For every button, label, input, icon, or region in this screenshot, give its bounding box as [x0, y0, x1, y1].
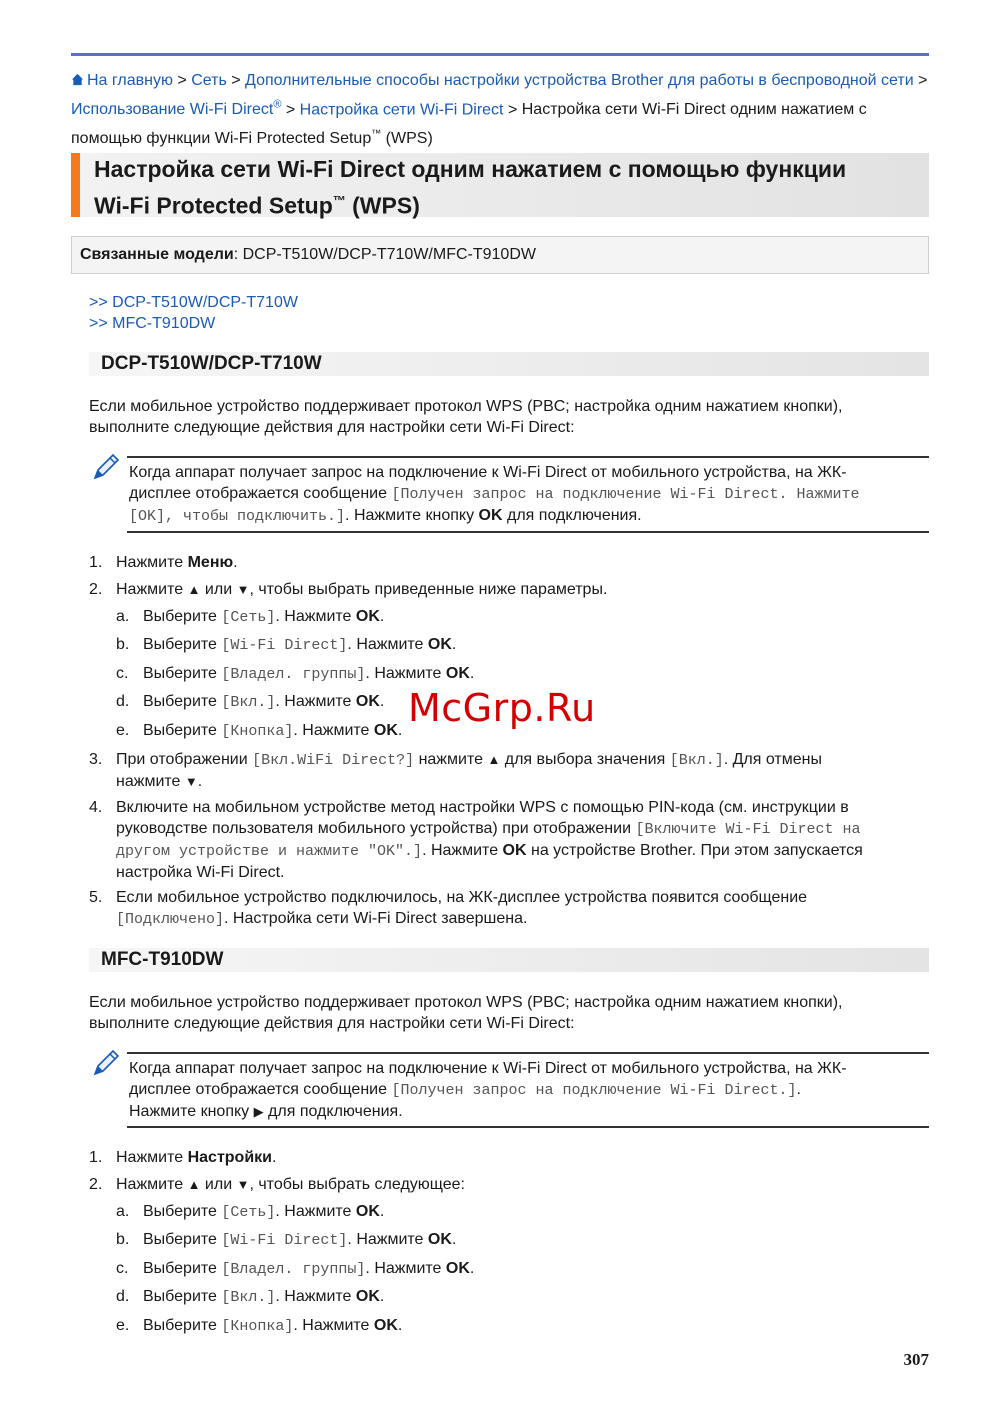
title-accent-bar [71, 153, 80, 217]
breadcrumb-sep: > [231, 72, 241, 89]
note-text: Когда аппарат получает запрос на подключение к Wi-Fi Direct от мобильного устройства, на ЖК- дисплее отображается сообщение [Получен запрос на подключение Wi-Fi Direct. Нажмите [OK], чтобы подключить.]. Нажмите кнопку OK для подключения. [129, 464, 860, 525]
breadcrumb-current: Настройка сети Wi-Fi Direct одним нажатием с помощью функции Wi-Fi Protected Setup™ (WPS) [71, 101, 867, 147]
related-models-value: : DCP-T510W/DCP-T710W/MFC-T910DW [233, 246, 536, 263]
note-text: Когда аппарат получает запрос на подключение к Wi-Fi Direct от мобильного устройства, на ЖК- дисплее отображается сообщение [Получен запрос на подключение Wi-Fi Direct.]. Нажмите кнопку ▶ для подключения. [129, 1060, 847, 1120]
note-top-rule [127, 456, 929, 458]
jump-links [89, 292, 298, 334]
page-number: 307 [903, 1350, 929, 1369]
section-intro-dcp: Если мобильное устройство поддерживает протокол WPS (PBC; настройка одним нажатием кнопки), выполните следующие действия для настройки сети Wi-Fi Direct: [89, 398, 843, 436]
section-heading-mfc: MFC-T910DW [89, 948, 929, 972]
breadcrumb-sep: > [177, 72, 187, 89]
note-bottom-rule [127, 1126, 929, 1128]
page-title-box [71, 153, 929, 217]
watermark: McGrp.Ru [408, 686, 596, 730]
section-intro-mfc: Если мобильное устройство поддерживает протокол WPS (PBC; настройка одним нажатием кнопки), выполните следующие действия для настройки сети Wi-Fi Direct: [89, 994, 843, 1032]
jump-link-dcp[interactable]: >> DCP-T510W/DCP-T710W [89, 294, 298, 311]
breadcrumb-sep: > [918, 72, 928, 89]
related-models-label: Связанные модели [80, 246, 234, 263]
down-arrow-icon: ▼ [236, 1177, 250, 1192]
breadcrumb-network-link[interactable]: Сеть [191, 72, 227, 89]
breadcrumb-sep: > [285, 101, 296, 119]
breadcrumb [71, 69, 933, 151]
breadcrumb-sep: > [507, 101, 518, 119]
top-rule [71, 53, 929, 56]
section-heading-dcp: DCP-T510W/DCP-T710W [89, 352, 929, 376]
breadcrumb-use-wfd-link[interactable]: Использование Wi-Fi Direct® [71, 99, 282, 119]
up-arrow-icon: ▲ [187, 1177, 201, 1192]
page-title: Настройка сети Wi-Fi Direct одним нажатием с помощью функции Wi-Fi Protected Setup™ (WPS) [94, 156, 847, 219]
related-models [71, 236, 929, 274]
note-top-rule [127, 1052, 929, 1054]
pencil-icon [89, 1046, 123, 1080]
breadcrumb-setup-wfd-link[interactable]: Настройка сети Wi-Fi Direct [299, 101, 504, 119]
right-arrow-icon: ▶ [253, 1104, 264, 1119]
breadcrumb-home-link[interactable]: На главную [87, 72, 173, 89]
note-bottom-rule [127, 531, 929, 533]
home-icon[interactable] [71, 73, 84, 86]
up-arrow-icon: ▲ [187, 582, 201, 597]
pencil-icon [89, 450, 123, 484]
breadcrumb-extra-link[interactable]: Дополнительные способы настройки устройства Brother для работы в беспроводной сети [245, 72, 914, 89]
jump-link-mfc[interactable]: >> MFC-T910DW [89, 315, 216, 332]
down-arrow-icon: ▼ [236, 582, 250, 597]
